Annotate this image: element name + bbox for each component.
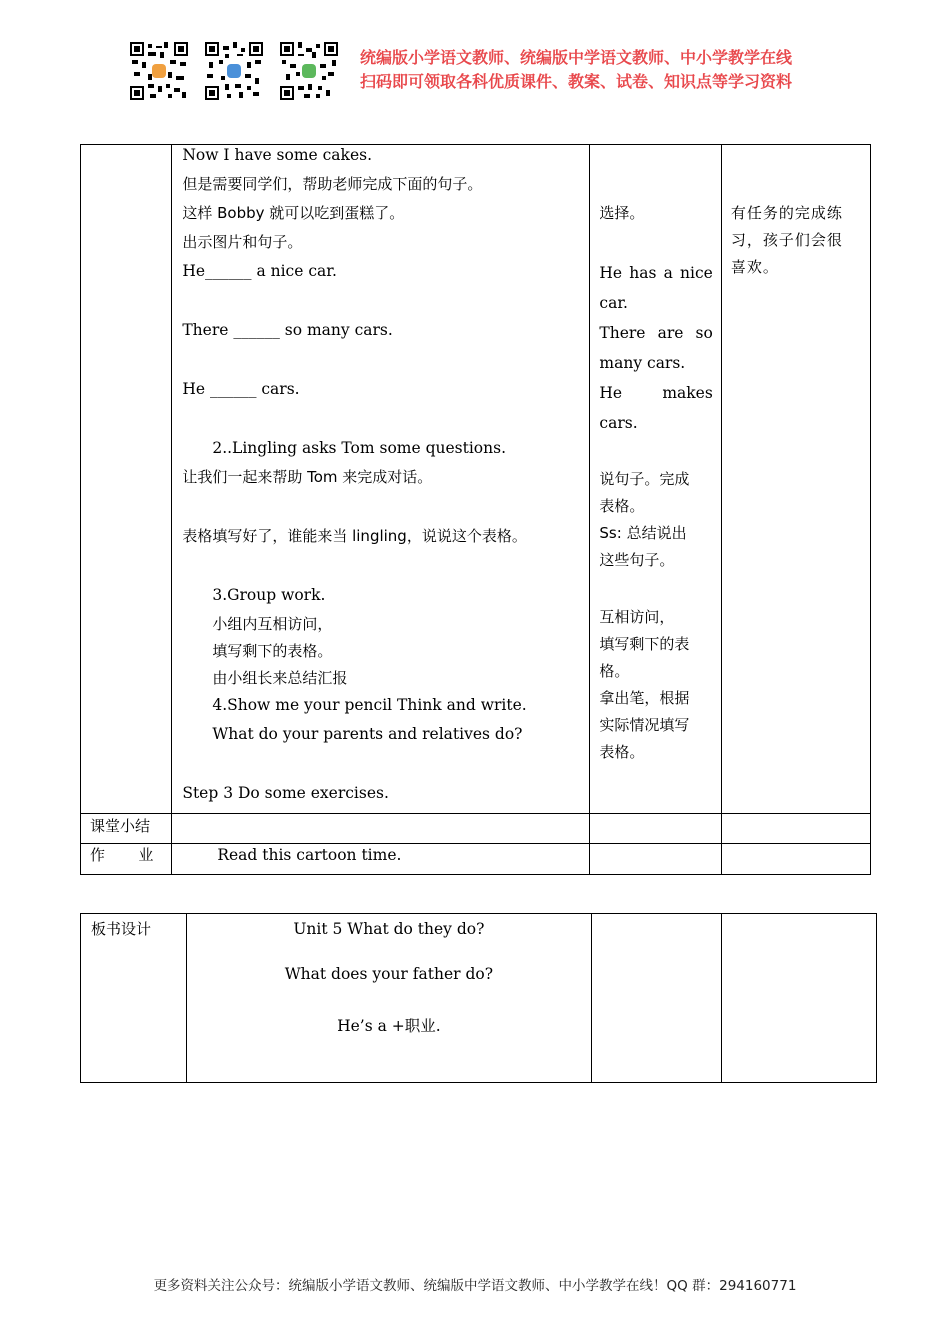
header-banner xyxy=(130,40,830,104)
text-line: 说句子。完成 xyxy=(599,470,690,488)
text-line: 有任务的完成练 xyxy=(730,204,843,222)
homework-text: Read this cartoon time. xyxy=(172,844,590,875)
table-cell xyxy=(721,814,870,844)
text-line: 填写剩下的表格。 xyxy=(212,642,333,660)
table-cell xyxy=(172,814,590,844)
text-line: 这样 Bobby 就可以吃到蛋糕了。 xyxy=(182,204,405,222)
banner-line-2: 扫码即可领取各科优质课件、教案、试卷、知识点等学习资料 xyxy=(360,72,793,91)
table-cell xyxy=(590,814,721,844)
text-line: 习，孩子们会很 xyxy=(730,231,843,249)
text-line: 出示图片和句子。 xyxy=(182,233,303,251)
text-line: cars. xyxy=(599,414,638,432)
design-purpose-cell xyxy=(721,145,870,814)
board-design-label: 板书设计 xyxy=(81,914,187,1083)
text-line: 3.Group work. xyxy=(212,586,326,604)
text-line: 互相访问， xyxy=(599,608,675,626)
homework-label-part: 作 xyxy=(90,846,106,864)
table-cell xyxy=(721,844,870,875)
text-line: 实际情况填写 xyxy=(599,716,690,734)
board-design-table xyxy=(80,913,877,1083)
text-line: He has a nice xyxy=(599,264,713,282)
qr-code-icon xyxy=(280,42,338,100)
summary-label: 课堂小结 xyxy=(81,814,172,844)
board-design-content xyxy=(186,914,591,1083)
homework-label xyxy=(81,844,172,875)
banner-line-1: 统编版小学语文教师、统编版中学语文教师、中小学教学在线 xyxy=(360,48,793,67)
text-line: car. xyxy=(599,294,628,312)
text-line: He______ a nice car. xyxy=(182,262,337,280)
board-line: What does your father do? xyxy=(284,965,494,983)
text-line: There ______ so many cars. xyxy=(182,321,393,339)
text-line: Now I have some cakes. xyxy=(182,146,372,164)
footer-note: 更多资料关注公众号：统编版小学语文教师、统编版中学语文教师、中小学教学在线！QQ 群：294160771 xyxy=(153,1278,797,1294)
table-cell xyxy=(591,914,721,1083)
text-line: He makes xyxy=(599,384,713,402)
text-line: 表格。 xyxy=(599,497,645,515)
lesson-table xyxy=(80,144,871,875)
text-line: 表格填写好了，谁能来当 lingling，说说这个表格。 xyxy=(182,527,527,545)
board-line: Unit 5 What do they do? xyxy=(293,920,485,938)
table-cell xyxy=(590,844,721,875)
text-line: He ______ cars. xyxy=(182,380,300,398)
board-line: He’s a +职业. xyxy=(337,1017,441,1035)
table-row xyxy=(81,814,871,844)
text-line: 喜欢。 xyxy=(730,258,779,276)
student-activity-cell xyxy=(590,145,721,814)
homework-label-part: 业 xyxy=(138,846,154,864)
text-line: 但是需要同学们，帮助老师完成下面的句子。 xyxy=(182,175,483,193)
table-row xyxy=(81,145,871,814)
table-cell xyxy=(81,145,172,814)
text-line: 填写剩下的表 xyxy=(599,635,690,653)
table-cell xyxy=(722,914,877,1083)
text-line: 4.Show me your pencil Think and write. xyxy=(212,696,527,714)
qr-code-icon xyxy=(130,42,188,100)
text-line: Ss: 总结说出 xyxy=(599,524,687,542)
activity-cell xyxy=(172,145,590,814)
text-line: 小组内互相访问， xyxy=(212,615,333,633)
text-line: 2..Lingling asks Tom some questions. xyxy=(212,439,507,457)
text-line: 由小组长来总结汇报 xyxy=(212,669,348,687)
text-line: 让我们一起来帮助 Tom 来完成对话。 xyxy=(182,468,433,486)
text-line: 拿出笔，根据 xyxy=(599,689,690,707)
text-line: 选择。 xyxy=(599,204,645,222)
table-row xyxy=(81,844,871,875)
text-line: 这些句子。 xyxy=(599,551,675,569)
qr-code-icon xyxy=(205,42,263,100)
text-line: What do your parents and relatives do? xyxy=(212,725,523,743)
text-line: Step 3 Do some exercises. xyxy=(182,784,389,802)
text-line: 表格。 xyxy=(599,743,645,761)
text-line: 格。 xyxy=(599,662,630,680)
text-line: many cars. xyxy=(599,354,686,372)
text-line: There are so xyxy=(599,324,713,342)
table-row xyxy=(81,914,877,1083)
